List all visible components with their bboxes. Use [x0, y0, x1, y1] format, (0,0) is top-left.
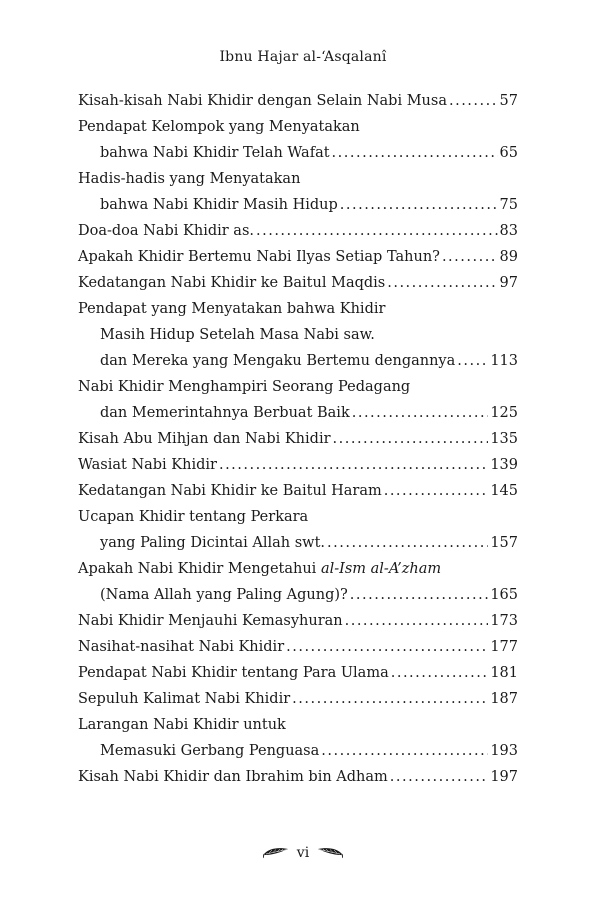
- dot-leader: [350, 587, 489, 603]
- toc-entry: [78, 665, 518, 691]
- toc-entry-title-continuation: Masih Hidup Setelah Masa Nabi saw.: [100, 327, 375, 343]
- toc-entry: [78, 431, 518, 457]
- toc-entry: [78, 249, 518, 275]
- toc-entry-title: Pendapat yang Menyatakan bahwa Khidir: [78, 301, 386, 317]
- dot-leader: [391, 665, 489, 681]
- toc-entry-title: Kedatangan Nabi Khidir ke Baitul Maqdis: [78, 275, 386, 291]
- toc-entry-title: Kisah-kisah Nabi Khidir dengan Selain Nabi Musa: [78, 93, 447, 109]
- toc-entry-title: Nabi Khidir Menghampiri Seorang Pedagang: [78, 379, 411, 395]
- dot-leader: [340, 197, 498, 213]
- toc-page-number: 113: [490, 353, 518, 369]
- toc-entry-line: [78, 379, 518, 405]
- toc-entry-title: Wasiat Nabi Khidir: [78, 457, 217, 473]
- dot-leader: [387, 275, 497, 291]
- toc-entry-title-continuation: bahwa Nabi Khidir Telah Wafat: [100, 145, 330, 161]
- toc-entry-title: Nasihat-nasihat Nabi Khidir: [78, 639, 285, 655]
- dot-leader: [327, 535, 488, 551]
- toc-entry-title: Sepuluh Kalimat Nabi Khidir: [78, 691, 291, 707]
- dot-leader: [457, 353, 488, 369]
- toc-entry-title-continuation: (Nama Allah yang Paling Agung)?: [100, 587, 348, 603]
- toc-entry: [78, 639, 518, 665]
- dot-leader: [449, 93, 498, 109]
- toc-entry: [78, 769, 518, 795]
- toc-page-number: 139: [490, 457, 518, 473]
- feather-quill-left-icon: [263, 846, 289, 860]
- toc-entry: [78, 353, 518, 379]
- toc-page-number: 89: [499, 249, 518, 265]
- toc-page-number: 97: [499, 275, 518, 291]
- toc-entry-title: Doa-doa Nabi Khidir as.: [78, 223, 254, 239]
- dot-leader: [321, 743, 488, 759]
- toc-entry: [78, 197, 518, 223]
- toc-entry-line: [78, 119, 518, 145]
- toc-entry: [78, 691, 518, 717]
- toc-entry-title: Pendapat Kelompok yang Menyatakan: [78, 119, 360, 135]
- toc-entry: [78, 145, 518, 171]
- toc-page-number: 135: [490, 431, 518, 447]
- toc-page-number: 197: [490, 769, 518, 785]
- toc-entry-line: [78, 327, 518, 353]
- toc-page-number: 177: [490, 639, 518, 655]
- dot-leader: [333, 431, 489, 447]
- toc-entry-title: Kedatangan Nabi Khidir ke Baitul Haram: [78, 483, 382, 499]
- toc-entry-title-prefix: Apakah Nabi Khidir Mengetahui: [78, 561, 321, 577]
- toc-entry-line: [78, 171, 518, 197]
- toc-entry-title: Kisah Nabi Khidir dan Ibrahim bin Adham: [78, 769, 388, 785]
- toc-page-number: 187: [490, 691, 518, 707]
- table-of-contents: [78, 93, 518, 795]
- toc-page-number: 157: [490, 535, 518, 551]
- dot-leader: [352, 405, 489, 421]
- toc-page-number: 193: [490, 743, 518, 759]
- toc-entry-title-continuation: dan Memerintahnya Berbuat Baik: [100, 405, 350, 421]
- toc-entry-title: Kisah Abu Mihjan dan Nabi Khidir: [78, 431, 331, 447]
- dot-leader: [332, 145, 498, 161]
- toc-entry-line: [78, 301, 518, 327]
- page-footer: [0, 845, 606, 861]
- toc-entry-title-italic-term: al-Ism al-A’zham: [320, 561, 442, 577]
- toc-entry-title-continuation: Memasuki Gerbang Penguasa: [100, 743, 320, 759]
- toc-page-number: 165: [490, 587, 518, 603]
- dot-leader: [390, 769, 489, 785]
- toc-entry-title-continuation: dan Mereka yang Mengaku Bertemu dengannya: [100, 353, 456, 369]
- toc-page-number: 181: [490, 665, 518, 681]
- toc-entry-title: Hadis-hadis yang Menyatakan: [78, 171, 301, 187]
- toc-page-number: 57: [499, 93, 518, 109]
- dot-leader: [219, 457, 488, 473]
- dot-leader: [384, 483, 489, 499]
- toc-page-number: 83: [499, 223, 518, 239]
- toc-entry: [78, 613, 518, 639]
- toc-entry-title: Nabi Khidir Menjauhi Kemasyhuran: [78, 613, 343, 629]
- toc-page-number: 65: [499, 145, 518, 161]
- toc-page-number: 125: [490, 405, 518, 421]
- toc-entry: [78, 405, 518, 431]
- toc-entry: [78, 587, 518, 613]
- toc-entry: [78, 535, 518, 561]
- toc-entry: [78, 275, 518, 301]
- toc-entry-title: Larangan Nabi Khidir untuk: [78, 717, 286, 733]
- page-number: vi: [296, 845, 310, 861]
- dot-leader: [286, 639, 488, 655]
- toc-page-number: 173: [490, 613, 518, 629]
- toc-entry-title: [78, 561, 441, 577]
- toc-entry-title: Ucapan Khidir tentang Perkara: [78, 509, 309, 525]
- toc-entry: [78, 483, 518, 509]
- dot-leader: [345, 613, 489, 629]
- toc-page-number: 75: [499, 197, 518, 213]
- toc-entry-title-continuation: bahwa Nabi Khidir Masih Hidup: [100, 197, 338, 213]
- toc-entry: [78, 743, 518, 769]
- running-head: Ibnu Hajar al-‘Asqalanî: [219, 49, 387, 65]
- dot-leader: [256, 223, 498, 239]
- toc-page-number: 145: [490, 483, 518, 499]
- toc-entry: [78, 457, 518, 483]
- toc-entry-line: [78, 561, 518, 587]
- toc-entry: [78, 93, 518, 119]
- toc-entry-title: Apakah Khidir Bertemu Nabi Ilyas Setiap Tahun?: [78, 249, 440, 265]
- toc-entry-line: [78, 509, 518, 535]
- dot-leader: [292, 691, 488, 707]
- toc-entry-line: [78, 717, 518, 743]
- toc-entry: [78, 223, 518, 249]
- toc-entry-title: Pendapat Nabi Khidir tentang Para Ulama: [78, 665, 389, 681]
- feather-quill-right-icon: [317, 846, 343, 860]
- dot-leader: [442, 249, 498, 265]
- toc-entry-title-continuation: yang Paling Dicintai Allah swt.: [100, 535, 326, 551]
